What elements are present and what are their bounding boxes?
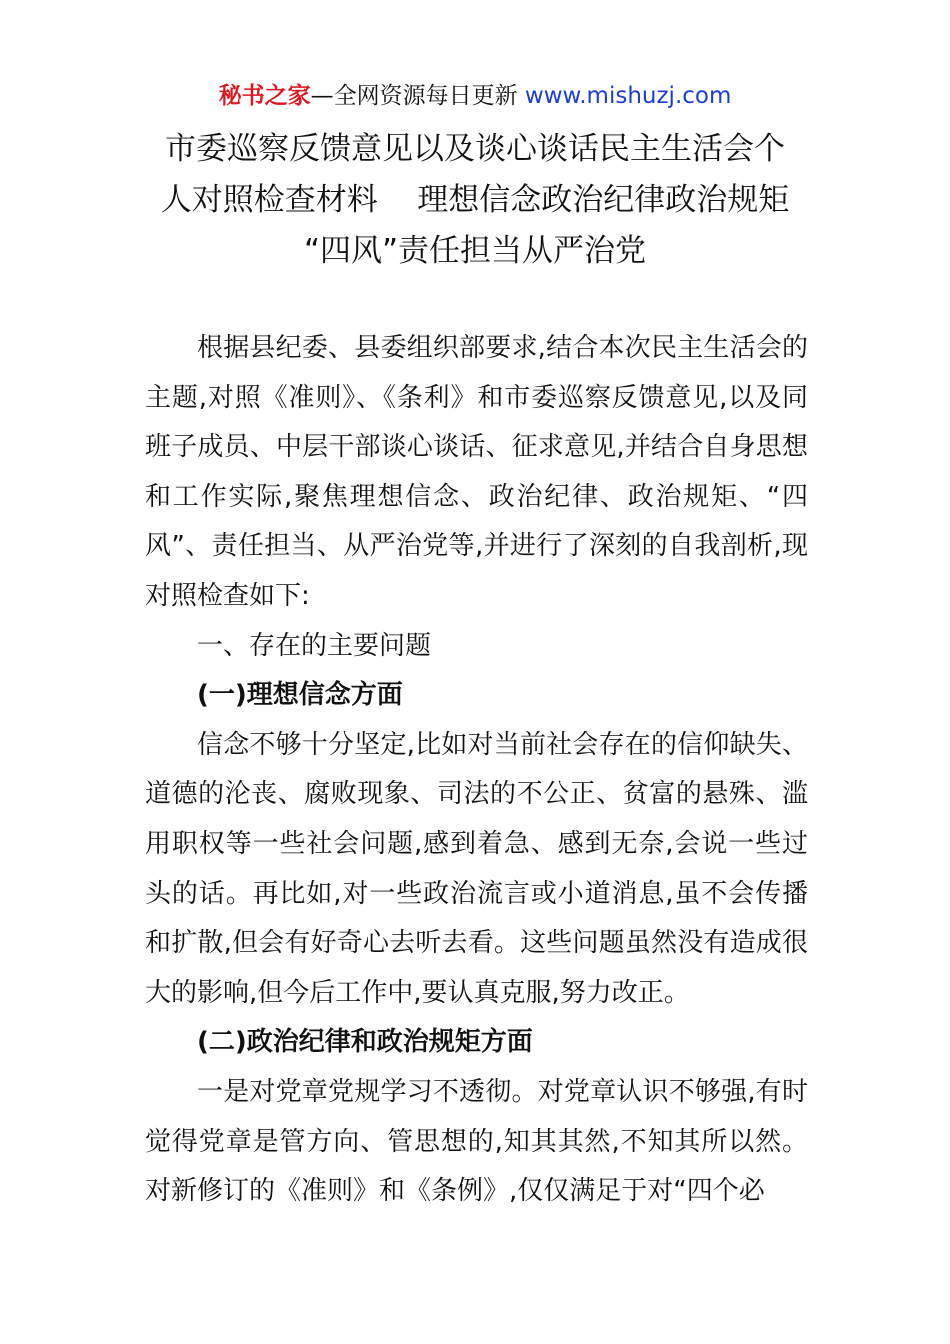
banner-brand: 秘书之家 [218,83,311,109]
banner-url-link[interactable]: www.mishuzj.com [524,83,732,109]
title-line-1: 市委巡察反馈意见以及谈心谈话民主生活会个 [165,131,785,167]
site-banner [0,80,950,112]
intro-paragraph: 根据县纪委、县委组织部要求,结合本次民主生活会的主题,对照《准则》、《条利》和市委巡察反馈意见,以及同班子成员、中层干部谈心谈话、征求意见,并结合自身思想和工作实际,聚焦理想信念、政治纪律、政治规矩、“四风”、责任担当、从严治党等,并进行了深刻的自我剖析,现对照检查如下: [145,333,808,611]
subsection-heading-ideals: (一)理想信念方面 [197,680,403,711]
ideals-paragraph: 信念不够十分坚定,比如对当前社会存在的信仰缺失、道德的沦丧、腐败现象、司法的不公正、贫富的悬殊、滥用职权等一些社会问题,感到着急、感到无奈,会说一些过头的话。再比如,对一些政治流言或小道消息,虽不会传播和扩散,但会有好奇心去听去看。这些问题虽然没有造成很大的影响,但今后工作中,要认真克服,努力改正。 [145,729,808,1008]
subsection-heading-discipline: (二)政治纪律和政治规矩方面 [197,1027,533,1058]
section-heading-main-problems: 一、存在的主要问题 [197,630,432,661]
title-line-2: 人对照检查材料 理想信念政治纪律政治规矩 [160,182,790,218]
discipline-paragraph: 一是对党章党规学习不透彻。对党章认识不够强,有时觉得党章是管方向、管思想的,知其其然,不知其所以然。对新修订的《准则》和《条例》,仅仅满足于对“四个必 [145,1076,808,1207]
document-body [145,324,808,1217]
document-title [120,124,830,277]
title-line-3: “四风”责任担当从严治党 [303,233,647,269]
banner-slogan: —全网资源每日更新 [310,83,518,109]
